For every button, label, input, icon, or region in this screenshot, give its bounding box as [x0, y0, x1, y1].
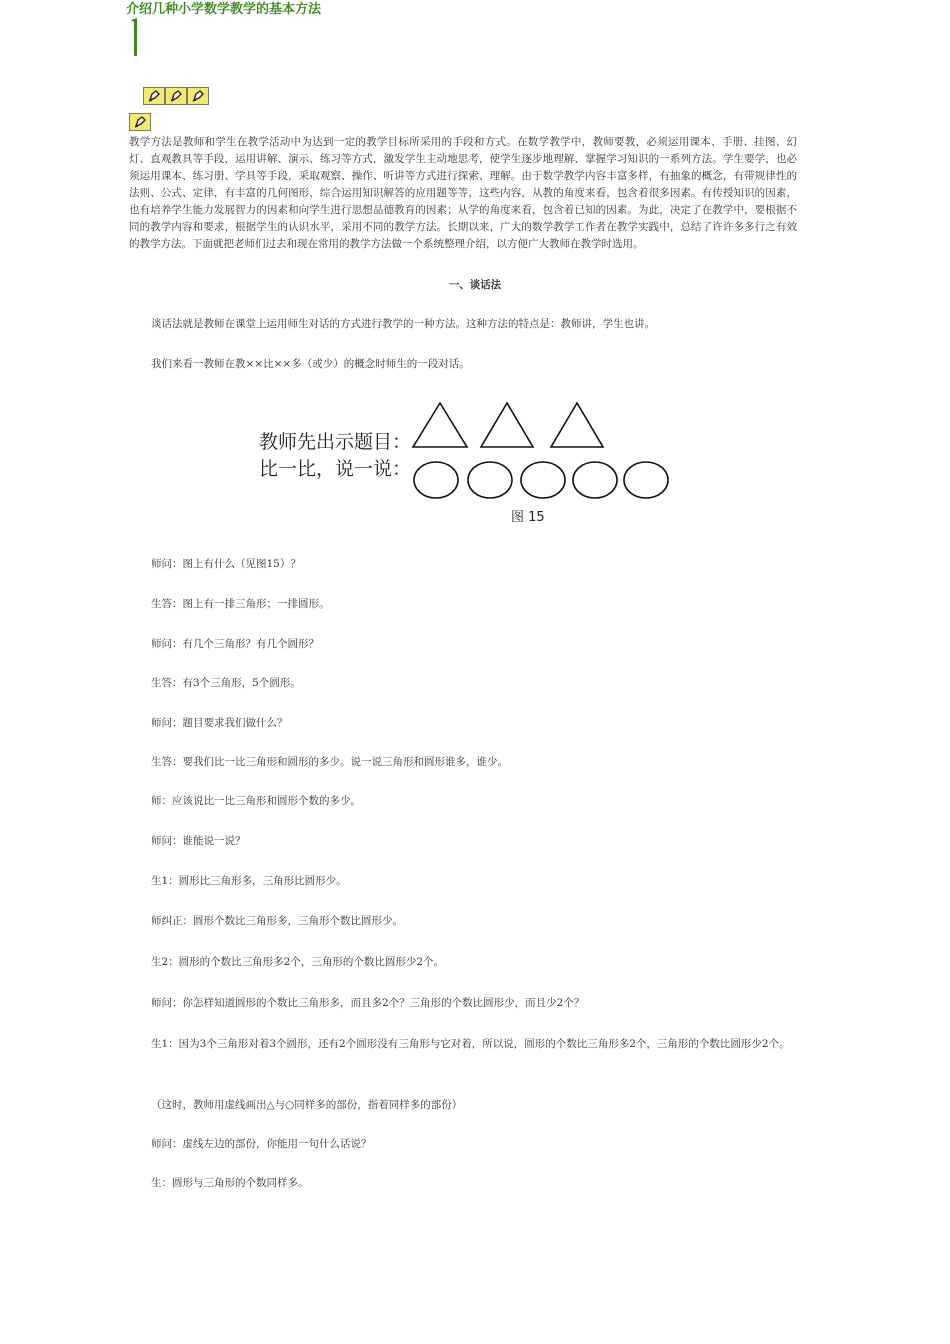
- section-heading: 一、谈话法: [448, 279, 502, 291]
- dialogue-line: 生1：圆形比三角形多，三角形比圆形少。: [151, 875, 347, 887]
- dialogue-line: 师：应该说比一比三角形和圆形个数的多少。: [151, 795, 361, 807]
- figure-line-2: 比一比，说一说：: [259, 458, 412, 480]
- dialogue-line: 师问：图上有什么（见图15）？: [151, 558, 301, 570]
- pencil-icon[interactable]: [129, 113, 151, 131]
- dialogue-line: 师问：题目要求我们做什么？: [151, 717, 288, 729]
- circle-shape: [414, 462, 458, 498]
- icon-toolbar: [143, 87, 209, 105]
- dialogue-line: 师问：有几个三角形？有几个圆形？: [151, 638, 319, 650]
- pencil-icon[interactable]: [143, 87, 165, 105]
- dialogue-line: 生：圆形与三角形的个数同样多。: [151, 1177, 309, 1189]
- circle-shape: [624, 462, 668, 498]
- paragraph: 谈话法就是教师在课堂上运用师生对话的方式进行教学的一种方法。这种方法的特点是：教师讲，学生也讲。: [151, 318, 655, 330]
- circle-shape: [468, 462, 512, 498]
- green-bracket-decoration: [131, 18, 139, 56]
- dialogue-line: 师纠正：圆形个数比三角形多，三角形个数比圆形少。: [151, 915, 403, 927]
- dialogue-line: 师问：你怎样知道圆形的个数比三角形多，而且多2个？三角形的个数比圆形少，而且少2个？: [151, 997, 585, 1009]
- figure-caption: 图 15: [511, 510, 545, 525]
- figure-line-1: 教师先出示题目：: [259, 431, 412, 453]
- pencil-icon[interactable]: [187, 87, 209, 105]
- circle-shape: [521, 462, 565, 498]
- icon-toolbar-second: [129, 113, 151, 131]
- doc-title: 介绍几种小学数学教学的基本方法: [126, 2, 322, 17]
- dialogue-line: 生答：有3个三角形，5个圆形。: [151, 677, 301, 689]
- paragraph: 我们来看一教师在教××比××多（或少）的概念时师生的一段对话。: [151, 358, 470, 370]
- triangle-shape: [481, 403, 533, 447]
- dialogue-line: 生答：图上有一排三角形；一排圆形。: [151, 598, 330, 610]
- dialogue-line: 生1：因为3个三角形对着3个圆形，还有2个圆形没有三角形与它对着，所以说，圆形的个数比三角形多2个，三角形的个数比圆形少2个。: [151, 1038, 790, 1050]
- dialogue-line: 师问：虚线左边的部份，你能用一句什么话说？: [151, 1138, 372, 1150]
- dialogue-line: 师问：谁能说一说？: [151, 835, 246, 847]
- pencil-icon[interactable]: [165, 87, 187, 105]
- dialogue-line: 生答：要我们比一比三角形和圆形的多少。说一说三角形和圆形谁多，谁少。: [151, 756, 508, 768]
- triangle-shape: [413, 403, 467, 447]
- intro-paragraph: 教学方法是教师和学生在教学活动中为达到一定的教学目标所采用的手段和方式。在数学教学中，教师要教，必须运用课本、手册、挂图、幻灯、直观教具等手段，运用讲解、演示、练习等方式，激发学生主动地思考，使学生逐步地理解、掌握学习知识的一系列方法。学生要学，也必须运用课本、练习册、学具等手段，采取观察、操作、听讲等方式进行探索、理解。由于数学教学内容丰富多样，有抽象的概念，有带规律性的法则、公式、定律，有丰富的几何图形，综合运用知识解答的应用题等等，这些内容，从教的角度来看，包含着很多因素。有传授知识的因素，也有培养学生能力发展智力的因素和向学生进行思想品德教育的因素；从学的角度来看，包含着已知的因素。为此，决定了在教学中，要根据不同的教学内容和要求，根据学生的认识水平，采用不同的教学方法。长期以来，广大的数学教学工作者在教学实践中，总结了许许多多行之有效的教学方法。下面就把老师们过去和现在常用的教学方法做一个系统整理介绍，以方便广大教师在教学时选用。: [129, 136, 797, 250]
- dialogue-line: 生2：圆形的个数比三角形多2个，三角形的个数比圆形少2个。: [151, 956, 445, 968]
- figure-15: [255, 393, 675, 529]
- dialogue-line: （这时，教师用虚线画出△与○同样多的部份，指着同样多的部份）: [151, 1099, 463, 1111]
- triangle-shape: [551, 403, 603, 447]
- circle-shape: [573, 462, 617, 498]
